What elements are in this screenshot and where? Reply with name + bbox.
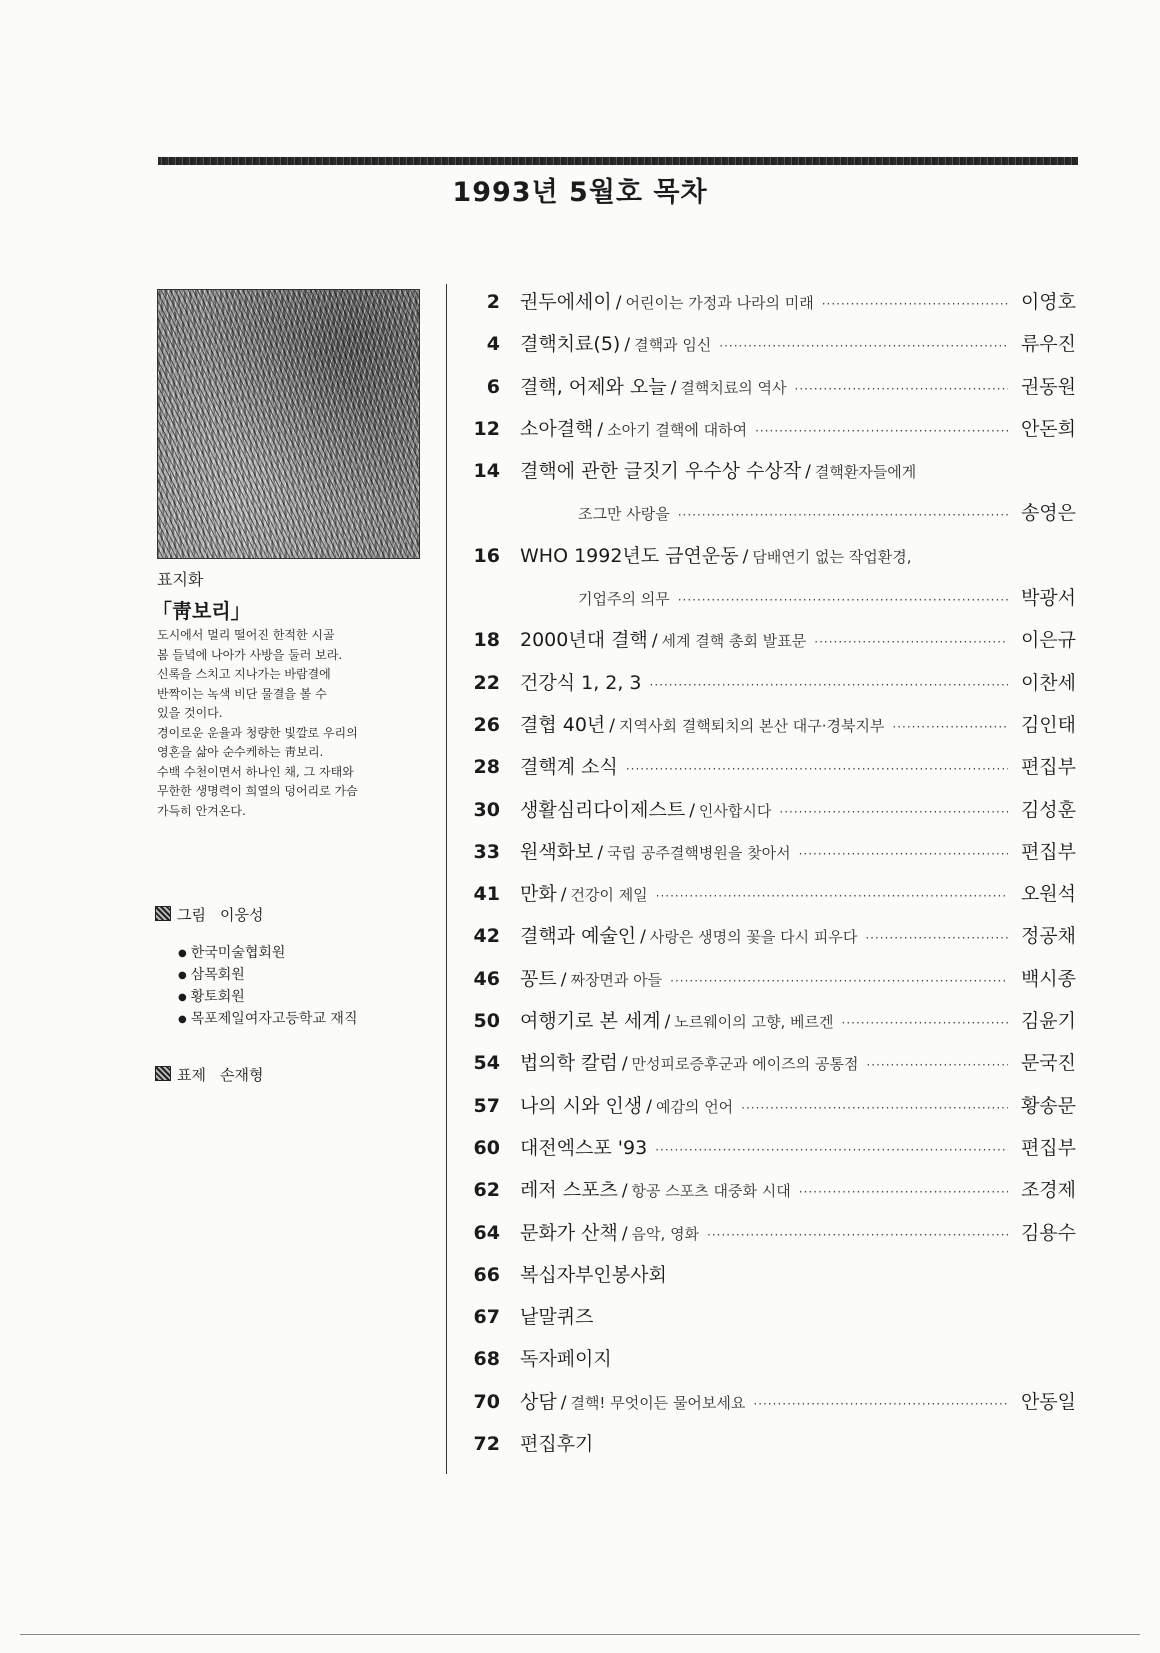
- toc-entry: [448, 1302, 1076, 1344]
- toc-separator: /: [621, 1181, 628, 1202]
- toc-author: 편집부: [1020, 840, 1076, 863]
- toc-subtitle: 어린이는 가정과 나라의 미래: [625, 294, 814, 312]
- toc-separator: /: [560, 969, 567, 990]
- toc-author: 안동일: [1020, 1390, 1076, 1413]
- list-item: ● 삼목회원: [178, 964, 357, 986]
- toc-entry: [448, 921, 1076, 963]
- toc-author: 류우진: [1020, 333, 1076, 356]
- toc-subtitle: 결핵과 임신: [634, 336, 712, 355]
- toc-entry: [448, 1133, 1076, 1175]
- painting-artist-name: 이웅성: [219, 906, 264, 924]
- toc-separator: /: [670, 377, 677, 398]
- toc-subtitle: 음악, 영화: [631, 1224, 700, 1243]
- cover-artwork-image: [157, 289, 420, 559]
- toc-entry: [448, 1175, 1076, 1217]
- toc-subtitle: 지역사회 결핵퇴치의 본산 대구·경북지부: [619, 716, 885, 735]
- toc-title: 권두에세이: [520, 291, 612, 313]
- toc-subtitle: 노르웨이의 고향, 베르겐: [674, 1013, 834, 1032]
- toc-page-number: 33: [473, 840, 500, 863]
- toc-page-number: 41: [473, 883, 500, 906]
- painting-credit-label: 그림: [177, 906, 206, 924]
- toc-title: 독자페이지: [520, 1348, 612, 1371]
- toc-leader-dots: [814, 629, 1008, 651]
- toc-subtitle: 소아기 결핵에 대하여: [607, 420, 748, 439]
- artist-membership-list: [178, 942, 357, 1030]
- page-title: 1993년 5월호 목차: [452, 177, 708, 208]
- toc-page-number: 18: [473, 629, 500, 652]
- toc-entry: [448, 1260, 1076, 1302]
- toc-title: 원색화보: [520, 840, 594, 863]
- toc-leader-dots: [656, 883, 1008, 905]
- toc-leader-dots: [779, 799, 1008, 821]
- toc-separator: /: [621, 1223, 628, 1244]
- toc-page-number: 46: [473, 967, 500, 990]
- toc-subtitle: 사랑은 생명의 꽃을 다시 피우다: [649, 928, 858, 947]
- toc-leader-dots: [892, 714, 1008, 736]
- toc-separator: /: [742, 546, 749, 567]
- toc-page-number: 64: [473, 1221, 500, 1244]
- toc-separator: /: [609, 715, 616, 736]
- toc-leader-dots: [866, 1052, 1008, 1074]
- toc-title: 2000년대 결핵: [520, 629, 648, 652]
- toc-author: 조경제: [1020, 1179, 1076, 1202]
- toc-title: 복십자부인봉사회: [520, 1263, 667, 1286]
- toc-separator: /: [646, 1096, 652, 1117]
- toc-title: WHO 1992년도 금연운동: [520, 544, 739, 567]
- toc-separator: /: [689, 800, 695, 821]
- toc-entry: [448, 498, 1076, 540]
- toc-author: 정공채: [1020, 925, 1076, 948]
- toc-entry: [448, 1429, 1076, 1471]
- toc-leader-dots: [822, 291, 1008, 313]
- toc-title: 대전엑스포 '93: [520, 1136, 648, 1159]
- toc-page-number: 26: [473, 713, 500, 736]
- toc-entry: [448, 541, 1076, 583]
- toc-page-number: 70: [473, 1390, 500, 1413]
- toc-leader-dots: [650, 672, 1008, 694]
- toc-title: 생활심리다이제스트: [520, 798, 686, 821]
- toc-page-number: 12: [473, 417, 500, 440]
- toc-subtitle: 건강이 제일: [570, 886, 648, 905]
- toc-leader-dots: [707, 1222, 1008, 1244]
- title-credit-label: 표제: [177, 1066, 206, 1084]
- toc-leader-dots: [678, 502, 1008, 524]
- toc-title: 소아결핵: [520, 417, 594, 440]
- toc-leader-dots: [795, 376, 1008, 398]
- toc-subtitle: 인사합시다: [698, 801, 772, 820]
- toc-page-number: 57: [473, 1094, 500, 1117]
- toc-author: 김성훈: [1020, 798, 1076, 821]
- toc-subtitle: 조그만 사랑을: [578, 505, 670, 524]
- toc-entry: [448, 583, 1076, 625]
- table-of-contents: [448, 287, 1076, 1471]
- toc-leader-dots: [719, 333, 1008, 355]
- toc-title: 법의학 칼럼: [520, 1052, 618, 1075]
- toc-author: 이은규: [1020, 629, 1076, 652]
- toc-author: 이찬세: [1020, 671, 1076, 694]
- toc-leader-dots: [741, 1095, 1008, 1117]
- toc-title: 문화가 산책: [520, 1221, 618, 1244]
- toc-leader-dots: [655, 1137, 1008, 1159]
- toc-separator: /: [664, 1012, 671, 1033]
- toc-leader-dots: [670, 968, 1008, 990]
- toc-leader-dots: [755, 418, 1008, 440]
- toc-page-number: 42: [473, 925, 500, 948]
- toc-entry: [448, 879, 1076, 921]
- toc-page-number: 54: [473, 1052, 500, 1075]
- toc-entry: [448, 1218, 1076, 1260]
- square-bullet-icon: [155, 906, 171, 921]
- toc-author: 이영호: [1020, 291, 1076, 313]
- toc-subtitle: 만성피로증후군과 에이즈의 공통점: [631, 1055, 859, 1074]
- toc-title: 나의 시와 인생: [520, 1094, 643, 1117]
- toc-title: 결핵치료(5): [520, 333, 621, 356]
- toc-title: 만화: [520, 883, 557, 906]
- toc-entry: [448, 414, 1076, 456]
- toc-leader-dots: [865, 925, 1008, 947]
- toc-subtitle: 결핵치료의 역사: [680, 378, 787, 397]
- toc-subtitle: 세계 결핵 총회 발표문: [661, 632, 807, 651]
- toc-page-number: 4: [486, 333, 500, 356]
- toc-entry: [448, 1006, 1076, 1048]
- cover-title: 「靑보리」: [152, 599, 251, 623]
- toc-title: 꽁트: [520, 967, 557, 990]
- toc-page-number: 50: [473, 1010, 500, 1033]
- toc-entry: [448, 1048, 1076, 1090]
- toc-subtitle: 결핵환자들에게: [814, 463, 917, 482]
- toc-separator: /: [560, 1392, 567, 1413]
- toc-page-number: 67: [473, 1306, 500, 1329]
- toc-separator: /: [597, 842, 604, 863]
- toc-entry: [448, 837, 1076, 879]
- toc-title: 편집후기: [520, 1433, 594, 1456]
- toc-entry: [448, 329, 1076, 371]
- list-item: ● 한국미술협회원: [178, 942, 357, 964]
- toc-author: 백시종: [1020, 967, 1076, 990]
- toc-entry: [448, 456, 1076, 498]
- toc-author: 박광서: [1020, 587, 1076, 610]
- toc-page-number: 60: [473, 1136, 500, 1159]
- toc-title: 결핵, 어제와 오늘: [520, 375, 667, 398]
- toc-author: 문국진: [1020, 1052, 1076, 1075]
- toc-separator: /: [651, 631, 658, 652]
- toc-page-number: 22: [473, 671, 500, 694]
- toc-author: 편집부: [1020, 1136, 1076, 1159]
- toc-leader-dots: [799, 841, 1008, 863]
- toc-subtitle: 국립 공주결핵병원을 찾아서: [607, 843, 791, 862]
- toc-subtitle: 결핵! 무엇이든 물어보세요: [570, 1393, 746, 1412]
- toc-separator: /: [640, 927, 646, 948]
- toc-title: 결핵에 관한 글짓기 우수상 수상작: [520, 460, 802, 483]
- toc-title: 여행기로 본 세계: [520, 1010, 661, 1033]
- toc-entry: [448, 1344, 1076, 1386]
- toc-subtitle: 항공 스포츠 대중화 시대: [631, 1182, 791, 1201]
- cover-label: 표지화: [157, 570, 204, 589]
- toc-separator: /: [615, 293, 622, 313]
- toc-separator: /: [621, 1054, 628, 1075]
- toc-author: 황송문: [1020, 1094, 1076, 1117]
- page-bottom-edge: [20, 1634, 1140, 1635]
- toc-title: 상담: [520, 1390, 557, 1413]
- toc-entry: [448, 964, 1076, 1006]
- toc-title: 결핵과 예술인: [520, 925, 637, 948]
- header-rule: [158, 157, 1078, 165]
- toc-subtitle: 예감의 언어: [655, 1097, 734, 1116]
- toc-title: 낱말퀴즈: [520, 1306, 594, 1329]
- toc-author: 편집부: [1020, 756, 1076, 779]
- toc-leader-dots: [842, 1010, 1008, 1032]
- toc-title: 결핵계 소식: [520, 756, 618, 779]
- toc-author: 송영은: [1020, 502, 1076, 525]
- toc-page-number: 6: [486, 375, 500, 398]
- toc-entry: [448, 1387, 1076, 1429]
- toc-page-number: 2: [486, 291, 500, 313]
- painting-credit: [155, 904, 263, 925]
- toc-separator: /: [597, 419, 604, 440]
- toc-author: 안돈희: [1020, 417, 1076, 440]
- toc-entry: [448, 287, 1076, 329]
- toc-page-number: 28: [473, 756, 500, 779]
- toc-page-number: 30: [473, 798, 500, 821]
- toc-title: 레저 스포츠: [520, 1179, 618, 1202]
- toc-entry: [448, 752, 1076, 794]
- cover-description: 도시에서 멀리 떨어진 한적한 시골 봄 들녘에 나아가 사방을 둘러 보라. 신록을 스치고 지나가는 바람결에 반짝이는 녹색 비단 물결을 볼 수 있을 것이다. 경이로운 운율과 청량한 빛깔로 우리의 영혼을 삶아 순수케하는 靑보리. 수백 수천이면서 하나인 채, 그 자태와 무한한 생명력이 희열의 덩어리로 가슴 가득히 안겨온다.: [157, 628, 358, 818]
- toc-author: 김인태: [1020, 713, 1076, 736]
- toc-entry: [448, 795, 1076, 837]
- toc-author: 김윤기: [1020, 1010, 1076, 1033]
- toc-page-number: 16: [473, 544, 500, 567]
- title-credit: [155, 1064, 263, 1085]
- toc-page-number: 14: [473, 460, 500, 483]
- toc-entry: [448, 625, 1076, 667]
- toc-entry: [448, 668, 1076, 710]
- toc-title: 건강식 1, 2, 3: [520, 671, 642, 694]
- toc-page-number: 62: [473, 1179, 500, 1202]
- toc-subtitle: 담배연기 없는 작업환경,: [752, 547, 912, 566]
- toc-page-number: 68: [473, 1348, 500, 1371]
- toc-leader-dots: [753, 1391, 1008, 1413]
- toc-author: 권동원: [1020, 375, 1076, 398]
- toc-author: 김용수: [1020, 1221, 1076, 1244]
- toc-entry: [448, 372, 1076, 414]
- column-divider: [446, 284, 447, 1474]
- toc-leader-dots: [626, 756, 1008, 778]
- toc-leader-dots: [678, 587, 1008, 609]
- list-item: ● 목포제일여자고등학교 재직: [178, 1008, 357, 1030]
- list-item: ● 황토회원: [178, 986, 357, 1008]
- toc-separator: /: [805, 462, 811, 483]
- toc-page-number: 66: [473, 1263, 500, 1286]
- toc-separator: /: [560, 885, 567, 906]
- title-calligrapher-name: 손재형: [219, 1066, 264, 1084]
- toc-title: 결협 40년: [520, 713, 606, 736]
- toc-author: 오원석: [1020, 883, 1076, 906]
- toc-subtitle: 기업주의 의무: [578, 590, 670, 609]
- toc-subtitle: 짜장면과 아들: [570, 970, 663, 989]
- toc-entry: [448, 710, 1076, 752]
- toc-page-number: 72: [473, 1433, 500, 1456]
- square-bullet-icon: [155, 1066, 171, 1081]
- toc-leader-dots: [799, 1179, 1008, 1201]
- toc-separator: /: [624, 335, 631, 356]
- toc-entry: [448, 1091, 1076, 1133]
